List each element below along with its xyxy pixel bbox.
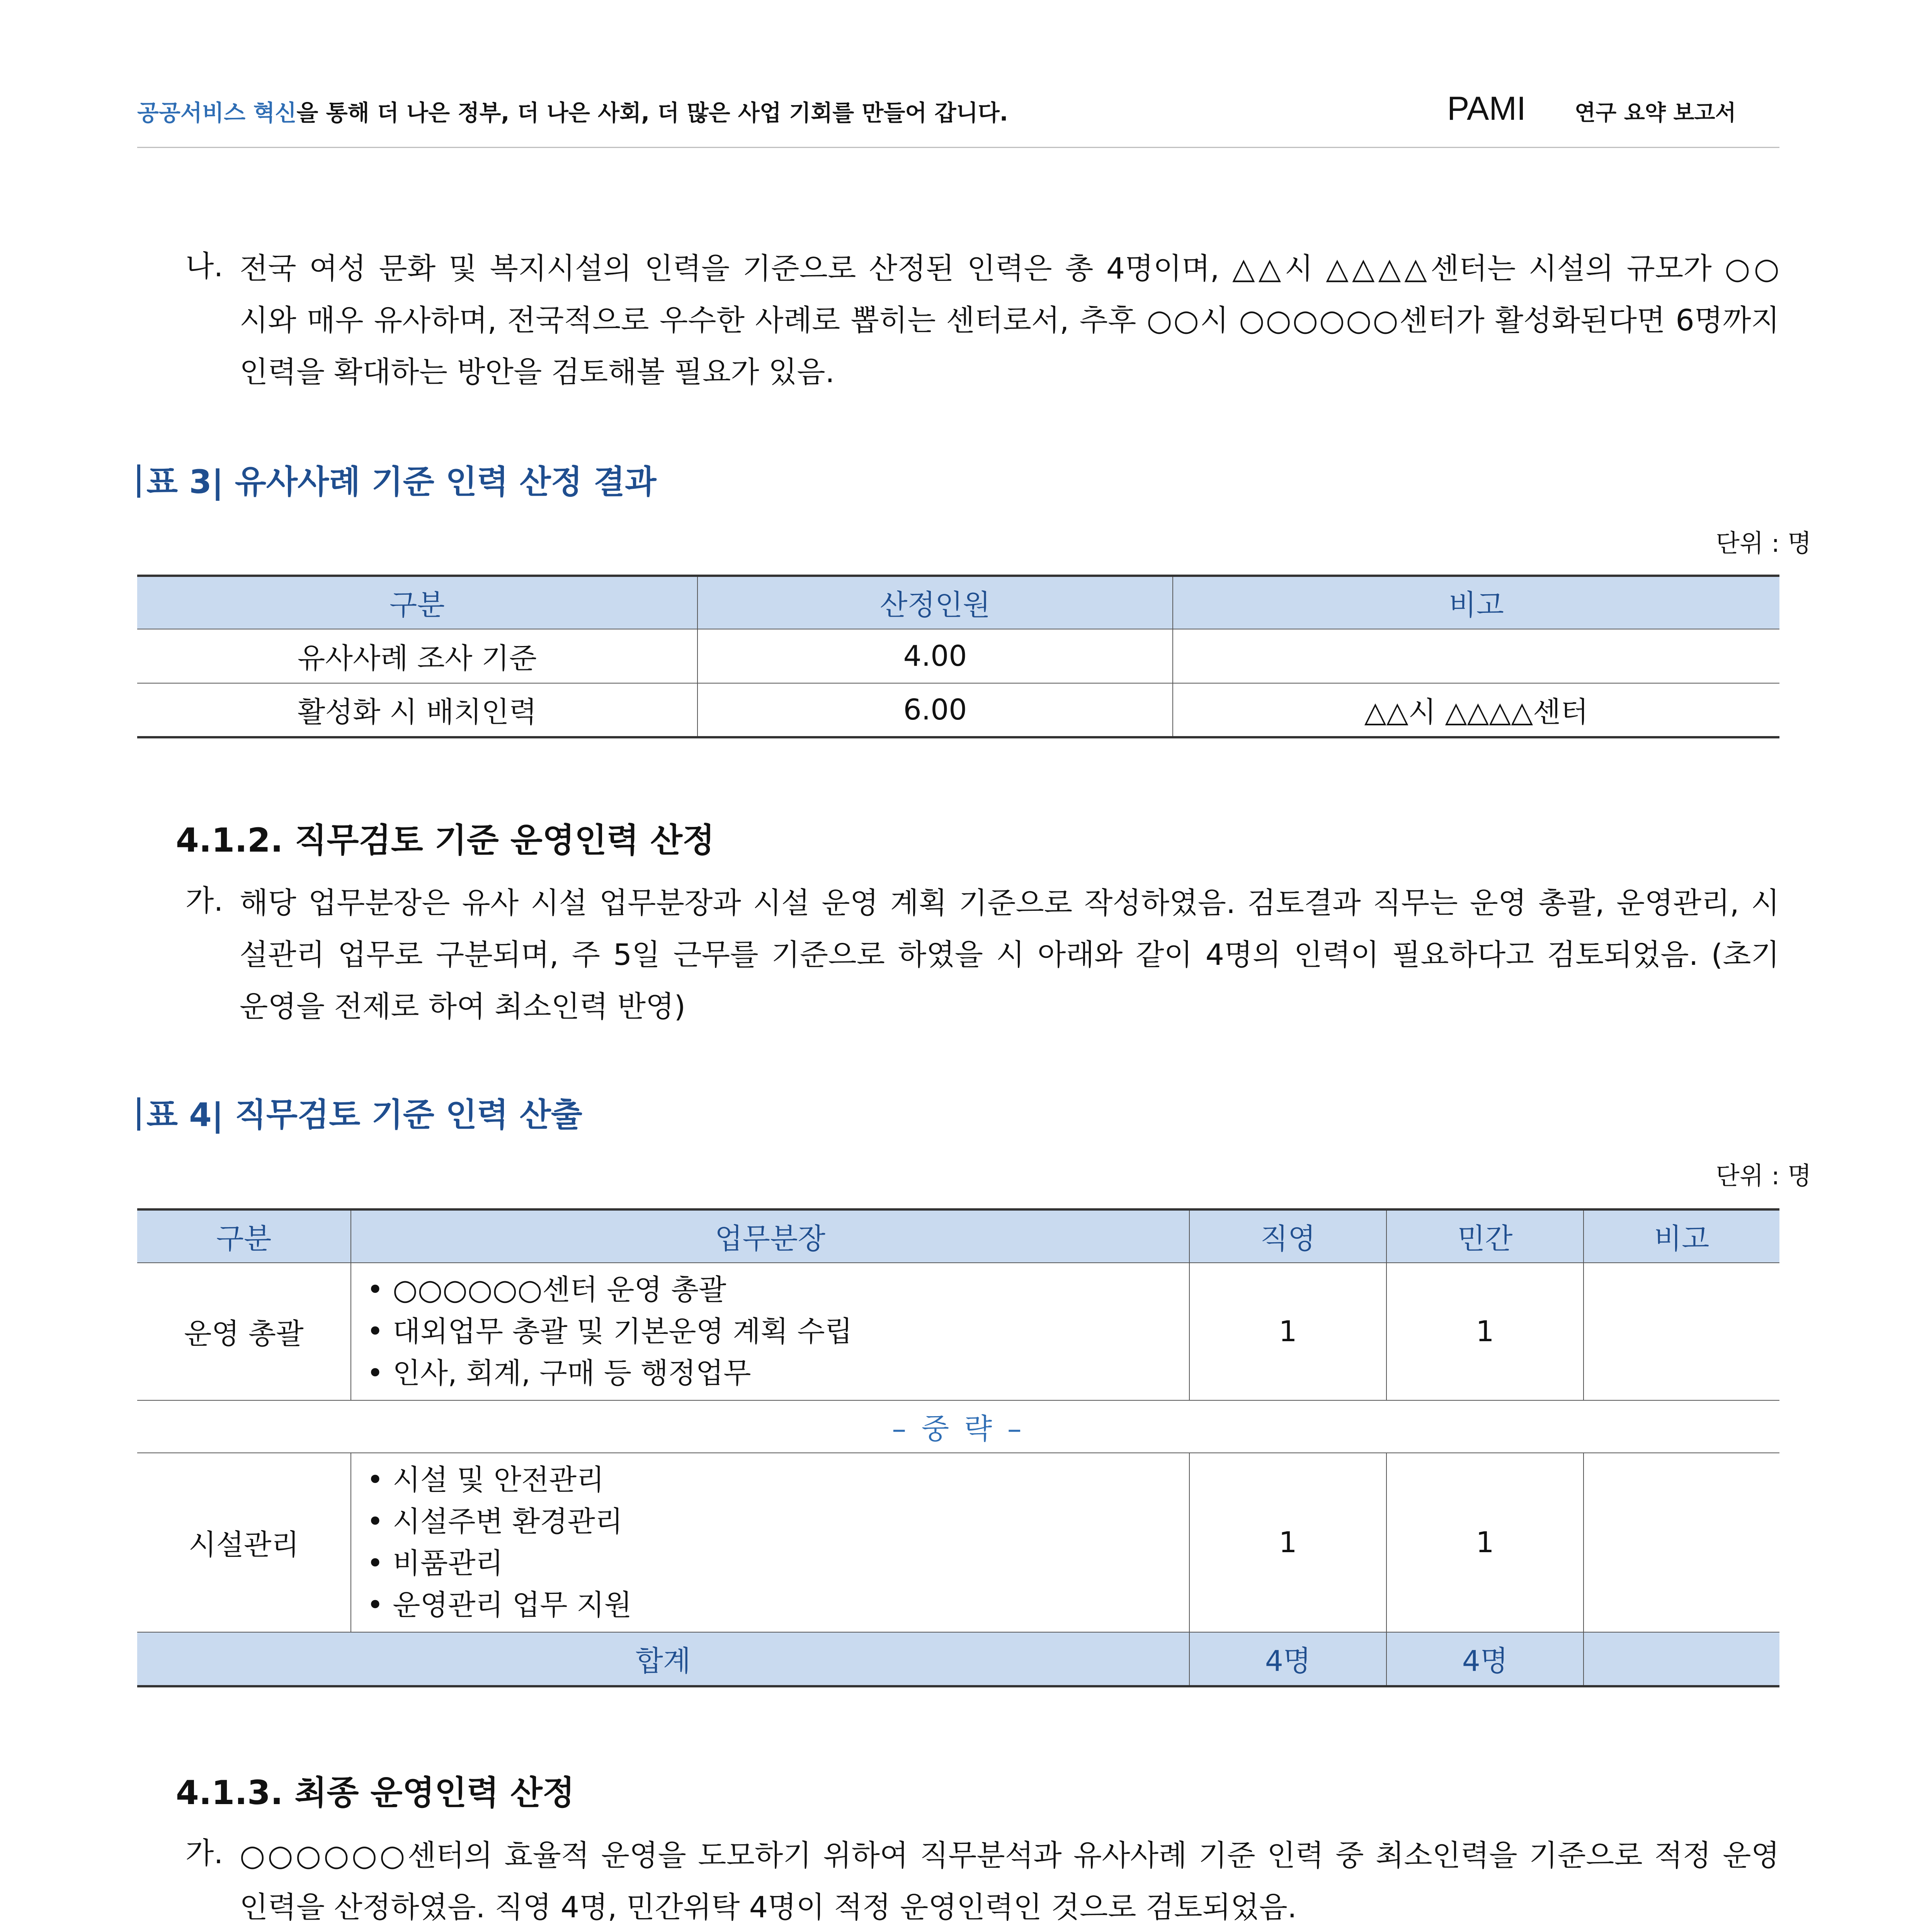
slogan-highlight: 공공서비스 혁신 <box>137 100 297 126</box>
table-row <box>137 683 1779 737</box>
para-412-marker: 가. <box>185 883 223 918</box>
table4-header-row <box>137 1209 1779 1263</box>
table3-cell: 4.00 <box>697 629 1173 683</box>
table-row <box>137 629 1779 683</box>
table3-cell: △△시 △△△△센터 <box>1173 683 1779 737</box>
para-line: 운영을 전제로 하여 최소인력 반영) <box>240 989 686 1024</box>
para-na <box>240 243 1779 398</box>
header-doc-type: 연구 요약 보고서 <box>1575 100 1736 126</box>
para-na-marker: 나. <box>185 249 223 283</box>
table4-duties <box>351 1453 1189 1632</box>
table4-total-private: 4명 <box>1386 1632 1584 1686</box>
duty-item: • 시설 및 안전관리 <box>367 1459 1189 1501</box>
table3-cell: 활성화 시 배치인력 <box>298 696 537 729</box>
para-line: 해당 업무분장은 유사 시설 업무분장과 시설 운영 계획 기준으로 작성하였음. 검토결과 직무는 운영 총괄, 운영관리, 시 <box>240 886 1779 920</box>
table3-cell: 유사사례 조사 기준 <box>298 642 537 675</box>
table3-cell: 6.00 <box>697 683 1173 737</box>
section-heading-412: 4.1.2. 직무검토 기준 운영인력 산정 <box>176 821 715 860</box>
table4-note <box>1584 1263 1779 1400</box>
header-brand: PAMI <box>1447 90 1526 127</box>
table4-total-direct: 4명 <box>1189 1632 1386 1686</box>
table4-category: 시설관리 <box>189 1528 299 1561</box>
table4-private: 1 <box>1386 1263 1584 1400</box>
table4-duties <box>351 1263 1189 1400</box>
table-row-omitted <box>137 1400 1779 1453</box>
para-line: 전국 여성 문화 및 복지시설의 인력을 기준으로 산정된 인력은 총 4명이며, △△시 △△△△센터는 시설의 규모가 ○○ <box>240 251 1779 286</box>
slogan-text: 을 통해 더 나은 정부, 더 나은 사회, 더 많은 사업 기회를 만들어 갑니다. <box>296 100 1008 126</box>
table4-header: 업무분장 <box>351 1209 1189 1263</box>
table4-direct: 1 <box>1189 1263 1386 1400</box>
table3-unit: 단위 : 명 <box>1716 529 1812 558</box>
table4-direct: 1 <box>1189 1453 1386 1632</box>
para-line: 시와 매우 유사하며, 전국적으로 우수한 사례로 뽑히는 센터로서, 추후 ○○시 ○○○○○○센터가 활성화된다면 6명까지 <box>240 303 1779 337</box>
para-413 <box>240 1830 1779 1932</box>
table4-private: 1 <box>1386 1453 1584 1632</box>
table4-header: 구분 <box>137 1209 351 1263</box>
caption-bar <box>137 464 140 498</box>
table4-total-label: 합계 <box>635 1645 691 1678</box>
para-line: 설관리 업무로 구분되며, 주 5일 근무를 기준으로 하였을 시 아래와 같이 4명의 인력이 필요하다고 검토되었음. (초기 <box>240 937 1780 972</box>
para-line: 인력을 확대하는 방안을 검토해볼 필요가 있음. <box>240 355 835 389</box>
table4-header: 비고 <box>1584 1209 1779 1263</box>
duty-item: • 비품관리 <box>367 1543 1189 1584</box>
duty-item: • 대외업무 총괄 및 기본운영 계획 수립 <box>367 1311 1189 1352</box>
table3-cell <box>1173 629 1779 683</box>
para-line: 인력을 산정하였음. 직영 4명, 민간위탁 4명이 적정 운영인력인 것으로 검토되었음. <box>240 1890 1297 1924</box>
caption-bar <box>137 1097 140 1131</box>
table-row <box>137 1453 1779 1632</box>
table4-total-row <box>137 1632 1779 1686</box>
table4-category: 운영 총괄 <box>184 1317 304 1350</box>
duty-item: • 시설주변 환경관리 <box>367 1501 1189 1543</box>
omitted-marker: – 중 략 – <box>892 1412 1025 1446</box>
table-row <box>137 1263 1779 1400</box>
table3-header: 비고 <box>1173 576 1779 629</box>
duty-item: • 인사, 회계, 구매 등 행정업무 <box>367 1352 1189 1394</box>
duty-item: • ○○○○○○센터 운영 총괄 <box>367 1269 1189 1311</box>
table4-header: 직영 <box>1189 1209 1386 1263</box>
table4-unit: 단위 : 명 <box>1716 1162 1812 1190</box>
table3-caption: 표 3| 유사사례 기준 인력 산정 결과 <box>137 456 656 503</box>
header-slogan <box>137 95 1008 127</box>
para-line: ○○○○○○센터의 효율적 운영을 도모하기 위하여 직무분석과 유사사례 기준 인력 중 최소인력을 기준으로 적정 운영 <box>240 1838 1779 1872</box>
table4-caption: 표 4| 직무검토 기준 인력 산출 <box>137 1089 582 1136</box>
table3-header: 산정인원 <box>697 576 1173 629</box>
table4 <box>137 1208 1779 1687</box>
table4-total-note <box>1584 1632 1779 1686</box>
table4-header: 민간 <box>1386 1209 1584 1263</box>
para-413-marker: 가. <box>185 1836 223 1870</box>
table3-header-row <box>137 576 1779 629</box>
table3-header: 구분 <box>137 576 697 629</box>
table4-note <box>1584 1453 1779 1632</box>
header-rule <box>137 147 1779 148</box>
duty-item: • 운영관리 업무 지원 <box>367 1584 1189 1626</box>
para-412 <box>240 877 1779 1032</box>
table3 <box>137 575 1779 738</box>
section-heading-413: 4.1.3. 최종 운영인력 산정 <box>176 1774 575 1812</box>
